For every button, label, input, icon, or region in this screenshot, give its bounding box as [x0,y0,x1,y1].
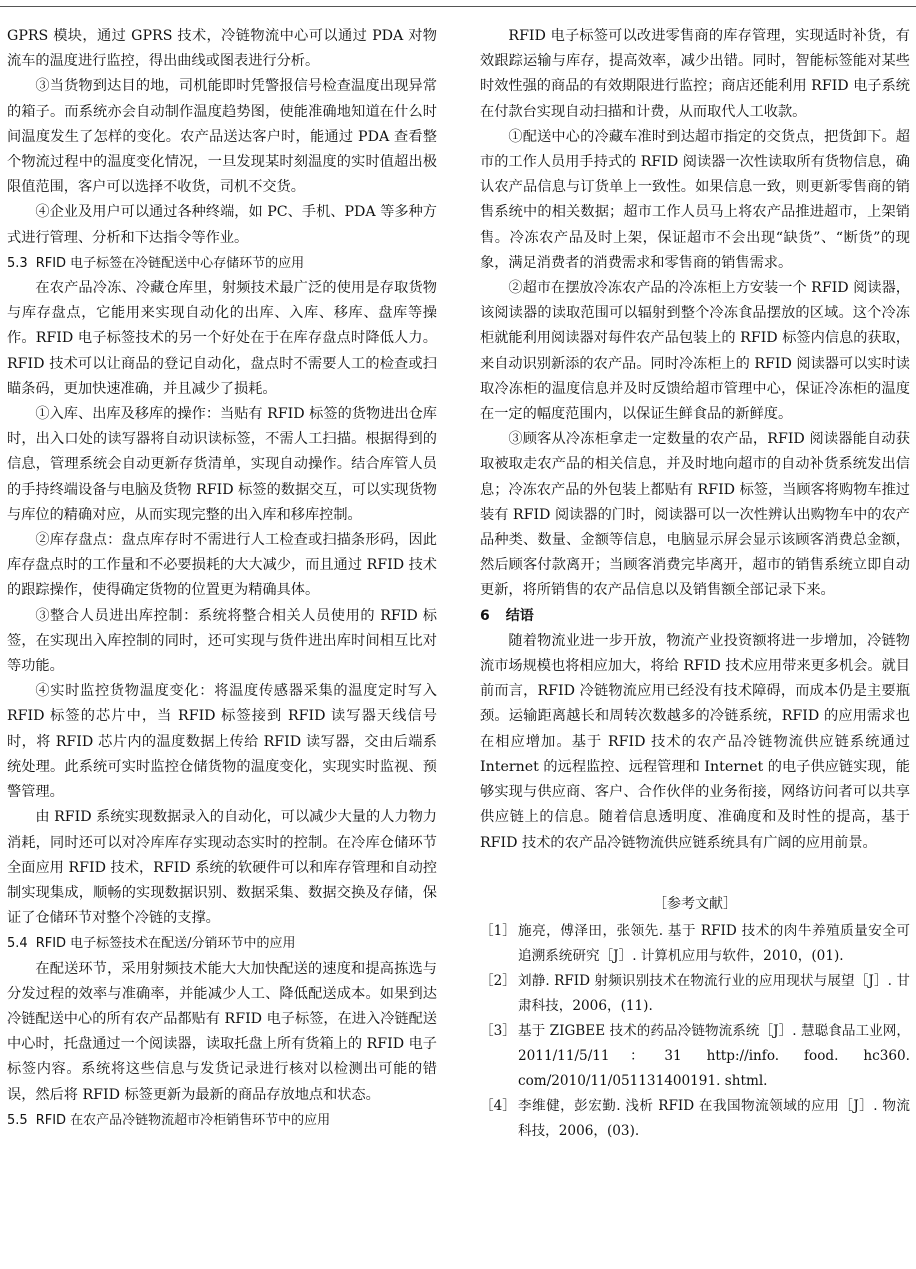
reference-number: ［2］ [480,972,516,989]
section-title: 结语 [505,607,534,624]
section-heading-5-3 [7,251,437,276]
reference-text: 刘静. RFID 射频识别技术在物流行业的应用现状与展望［J］. 甘肃科技，2006，(11). [518,972,910,1014]
section-number: 6 [480,607,490,624]
section-heading-5-5 [7,1108,437,1133]
reference-text: 基于 ZIGBEE 技术的药品冷链物流系统［J］. 慧聪食品工业网，2011/11/5/11：31 http://info. food. hc360. com/2010/11/051131400191. shtml. [518,1022,910,1089]
reference-item [480,969,910,1019]
reference-text: 李维健，彭宏勤. 浅析 RFID 在我国物流领域的应用［J］. 物流科技，2006，(03). [518,1097,910,1139]
paragraph: ②超市在摆放冷冻农产品的冷冻柜上方安装一个 RFID 阅读器，该阅读器的读取范围可以辐射到整个冷冻食品摆放的区域。这个冷冻柜就能利用阅读器对每件农产品包装上的 RFID 标签内信息的获取，来自动识别新添的农产品。同时冷冻柜上的 RFID 阅读器可以实时读取冷冻柜的温度信息并及时反馈给超市管理中心，保证冷冻柜的温度在一定的幅度范围内，以保证生鲜食品的新鲜度。 [480,280,910,423]
reference-text: 施亮，傅泽田，张领先. 基于 RFID 技术的肉牛养殖质量安全可追溯系统研究［J］. 计算机应用与软件，2010，(01). [518,922,910,964]
paragraph: ③整合人员进出库控制：系统将整合相关人员使用的 RFID 标签，在实现出入库控制的同时，还可实现与货件进出库时间相互比对等功能。 [7,607,437,675]
paragraph: RFID 电子标签可以改进零售商的库存管理，实现适时补货，有效跟踪运输与库存，提高效率，减少出错。同时，智能标签能对某些时效性强的商品的有效期限进行监控；商店还能利用 RFID 电子系统在付款台实现自动扫描和计费，从而取代人工收款。 [480,28,910,120]
section-number: 5.3 [7,255,28,271]
header-rule-area [0,0,916,12]
reference-number: ［3］ [480,1022,516,1039]
section-number: 5.4 [7,936,28,952]
section-heading-6 [480,604,910,629]
paragraph: 随着物流业进一步开放，物流产业投资额将进一步增加，冷链物流市场规模也将相应加大，将给 RFID 技术应用带来更多机会。就目前而言，RFID 冷链物流应用已经没有技术障碍，而成本仍是主要瓶颈。运输距离越长和周转次数越多的冷链系统，RFID 的应用需求也在相应增加。基于 RFID 技术的农产品冷链物流供应链系统通过 Internet 的远程监控、远程管理和 Internet 的电子供应链实现，能够实现与供应商、客户、合作伙伴的业务衔接，网络访问者可以共享供应链上的信息。随着信息透明度、准确度和及时性的提高，基于 RFID 技术的农产品冷链物流供应链系统具有广阔的应用前景。 [480,632,910,851]
section-title: RFID 在农产品冷链物流超市冷柜销售环节中的应用 [35,1112,331,1128]
section-number: 5.5 [7,1112,28,1128]
paragraph: ③当货物到达目的地，司机能即时凭警报信号检查温度出现异常的箱子。而系统亦会自动制作温度趋势图，使能准确地知道在什么时间温度发生了怎样的变化。农产品送达客户时，能通过 PDA 查看整个物流过程中的温度变化情况，一旦发现某时刻温度的实时值超出极限值范围，客户可以选择不收货，司机不交货。 [7,78,437,196]
paragraph: ①入库、出库及移库的操作：当贴有 RFID 标签的货物进出仓库时，出入口处的读写器将自动识读标签，不需人工扫描。根据得到的信息，管理系统会自动更新存货清单，实现自动操作。结合库管人员的手持终端设备与电脑及货物 RFID 标签的数据交互，可以实现货物与库位的精确对应，从而实现完整的出入库和移库控制。 [7,406,437,523]
header-rule [0,6,916,7]
section-title: RFID 电子标签在冷链配送中心存储环节的应用 [35,255,305,271]
paragraph: ④企业及用户可以通过各种终端，如 PC、手机、PDA 等多种方式进行管理、分析和下达指令等作业。 [7,204,437,246]
paragraph: ④实时监控货物温度变化：将温度传感器采集的温度定时写入 RFID 标签的芯片中，当 RFID 标签接到 RFID 读写器天线信号时，将 RFID 芯片内的温度数据上传给 RFID 读写器，交由后端系统处理。此系统可实时监控仓储货物的温度变化，实现实时监视、预警管理。 [7,683,437,801]
paragraph: ①配送中心的冷藏车准时到达超市指定的交货点，把货卸下。超市的工作人员用手持式的 RFID 阅读器一次性读取所有货物信息，确认农产品信息与订货单上一致性。如果信息一致，则更新零售商的销售系统中的相关数据；超市工作人员马上将农产品推进超市，上架销售。冷冻农产品及时上架，保证超市不会出现“缺货”、“断货”的现象，满足消费者的消费需求和零售商的销售需求。 [480,128,910,271]
paragraph: 在配送环节，采用射频技术能大大加快配送的速度和提高拣选与分发过程的效率与准确率，并能减少人工、降低配送成本。如果到达冷链配送中心的所有农产品都贴有 RFID 电子标签，在进入冷链配送中心时，托盘通过一个阅读器，读取托盘上所有货箱上的 RFID 电子标签内容。系统将这些信息与发货记录进行核对以检测出可能的错误，然后将 RFID 标签更新为最新的商品存放地点和状态。 [7,960,437,1103]
section-heading-5-4 [7,931,437,956]
section-title: RFID 电子标签技术在配送/分销环节中的应用 [35,936,296,952]
left-column [7,24,437,1133]
reference-number: ［4］ [480,1097,516,1114]
references-heading: ［参考文献］ [653,895,737,912]
paragraph: 在农产品冷冻、冷藏仓库里，射频技术最广泛的使用是存取货物与库存盘点，它能用来实现自动化的出库、入库、移库、盘库等操作。RFID 电子标签技术的另一个好处在于在库存盘点时降低人力。RFID 技术可以让商品的登记自动化，盘点时不需要人工的检查或扫瞄条码，更加快速准确，并且减少了损耗。 [7,280,437,397]
reference-number: ［1］ [480,922,516,939]
paragraph: GPRS 模块，通过 GPRS 技术，冷链物流中心可以通过 PDA 对物流车的温度进行监控，得出曲线或图表进行分析。 [7,28,437,70]
right-column [480,24,910,1144]
paragraph: ③顾客从冷冻柜拿走一定数量的农产品，RFID 阅读器能自动获取被取走农产品的相关信息，并及时地向超市的自动补货系统发出信息；冷冻农产品的外包装上都贴有 RFID 标签，当顾客将购物车推过装有 RFID 阅读器的门时，阅读器可以一次性辨认出购物车中的农产品种类、数量、金额等信息，电脑显示屏会显示该顾客消费总金额，然后顾客付款离开；当顾客消费完毕离开，超市的销售系统立即自动更新，将所销售的农产品信息以及销售额全部记录下来。 [480,431,910,599]
reference-item [480,919,910,969]
reference-item [480,1094,910,1144]
paragraph: 由 RFID 系统实现数据录入的自动化，可以减少大量的人力物力消耗，同时还可以对冷库库存实现动态实时的控制。在冷库仓储环节全面应用 RFID 技术，RFID 系统的软硬件可以和库存管理和自动控制实现集成，顺畅的实现数据识别、数据采集、数据交换及存储，保证了仓储环节对整个冷链的支撑。 [7,809,437,927]
reference-item [480,1019,910,1094]
paragraph: ②库存盘点：盘点库存时不需进行人工检查或扫描条形码，因此库存盘点时的工作量和不必要损耗的大大减少，而且通过 RFID 技术的跟踪操作，使得确定货物的位置更为精确具体。 [7,532,437,599]
